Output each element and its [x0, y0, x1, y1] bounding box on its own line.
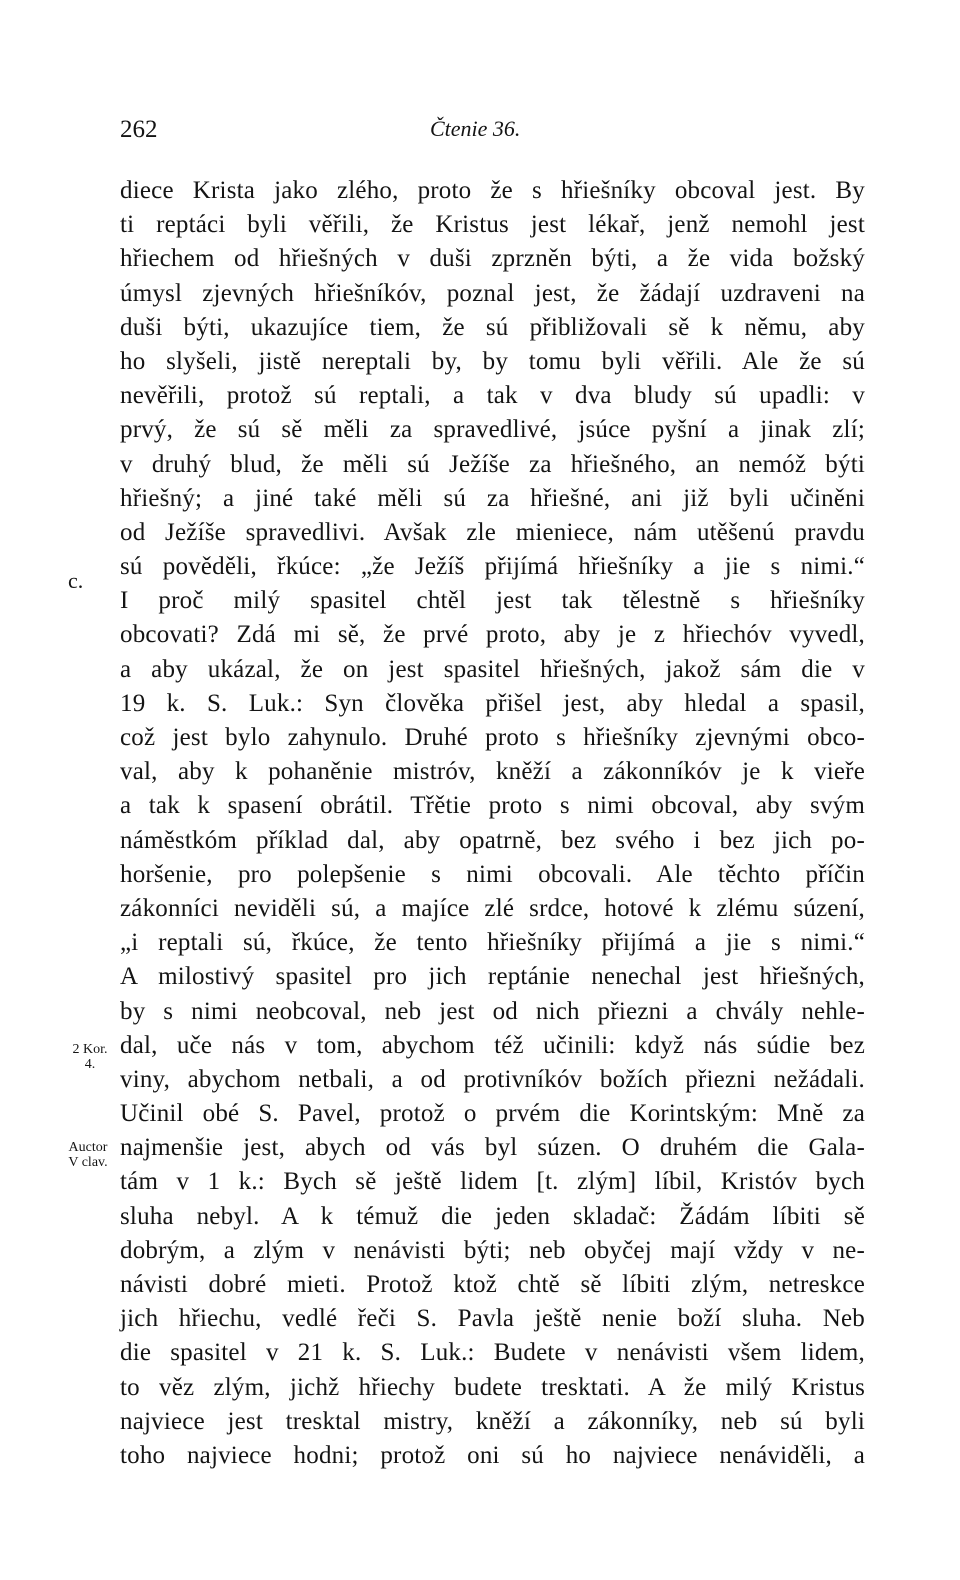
margin-note-kor-line1: 2 Kor. [72, 1042, 108, 1057]
text-line: ho slyšeli, jistě nereptali by, by tomu byli věřili. Ale že sú [120, 347, 865, 375]
text-line: úmysl zjevných hřiešníkóv, poznal jest, že žádají uzdraveni na [120, 279, 865, 307]
text-line: prvý, že sú sě měli za spravedlivé, jsúce pyšní a jinak zlí; [120, 416, 865, 444]
page-number: 262 [120, 116, 158, 143]
text-line: a aby ukázal, že on jest spasitel hřiešných, jakož sám die v [120, 655, 865, 683]
text-line: 19 k. S. Luk.: Syn člověka přišel jest, aby hledal a spasil, [120, 689, 865, 717]
text-line: val, aby k pohaněnie mistróv, kněží a zákonníkóv je k vieře [120, 758, 865, 786]
text-line: toho najviece hodni; protož oni sú ho najviece nenáviděli, a [120, 1441, 865, 1469]
text-line: náměstkóm příklad dal, aby opatrně, bez svého i bez jich po- [120, 826, 865, 854]
text-line: to věz zlým, jichž hřiechy budete tresktati. A že milý Kristus [120, 1373, 865, 1401]
text-line: v druhý blud, že měli sú Ježíše za hřiešného, an nemóž býti [120, 450, 865, 478]
text-line: Učinil obé S. Pavel, protož o prvém die Korintským: Mně za [120, 1100, 865, 1128]
text-line: dobrým, a zlým v nenávisti býti; neb obyčej mají vždy v ne- [120, 1236, 865, 1264]
text-line: hřiechem od hřiešných v duši zprzněn býti, a že vida božský [120, 245, 865, 273]
text-line: dal, uče nás v tom, abychom též učinili: když nás súdie bez [120, 1031, 865, 1059]
text-line: diece Krista jako zlého, proto že s hřiešníky obcoval jest. By [120, 177, 865, 204]
margin-note-auctor-line1: Auctor [68, 1140, 108, 1155]
margin-note-c: c. [68, 568, 84, 593]
text-line: jich hřiechu, vedlé řeči S. Pavla ještě nenie boží sluha. Neb [120, 1305, 865, 1333]
text-line: najmenšie jest, abych od vás byl súzen. O druhém die Gala- [120, 1134, 865, 1162]
text-line: viny, abychom netbali, a od protivníkóv božích přiezni nežádali. [120, 1065, 865, 1093]
text-line: a tak k spasení obrátil. Třětie proto s nimi obcoval, aby svým [120, 792, 865, 820]
text-line: nevěřili, protož sú reptali, a tak v dva bludy sú upadli: v [120, 382, 865, 410]
margin-note-auctor [58, 1140, 118, 1170]
text-line: horšenie, pro polepšenie s nimi obcovali. Ale těchto příčin [120, 860, 865, 888]
text-line: návisti dobré mieti. Protož ktož chtě sě líbiti zlým, netreskce [120, 1271, 865, 1298]
text-line: což jest bylo zahynulo. Druhé proto s hřiešníky zjevnými obco- [120, 724, 865, 751]
text-line: obcovati? Zdá mi sě, že prvé proto, aby je z hřiechóv vyvedl, [120, 621, 865, 649]
margin-note-auctor-line2: V clav. [68, 1155, 108, 1170]
text-line: tám v 1 k.: Bych sě ještě lidem [t. zlým] líbil, Kristóv bych [120, 1168, 865, 1196]
text-line: „i reptali sú, řkúce, že tento hřiešníky přijímá a jie s nimi.“ [120, 929, 865, 957]
margin-note-kor-line2: 4. [84, 1057, 96, 1072]
running-title: Čtenie 36. [430, 116, 521, 141]
margin-note-korintskym [62, 1042, 118, 1072]
body-text [120, 174, 865, 1473]
page-header [120, 116, 865, 152]
text-line: die spasitel v 21 k. S. Luk.: Budete v nenávisti všem lidem, [120, 1339, 865, 1367]
text-line: I proč milý spasitel chtěl jest tak tělestně s hřiešníky [120, 587, 865, 615]
text-line: ti reptáci byli věřili, že Kristus jest lékař, jenž nemohl jest [120, 211, 865, 239]
text-line: sluha nebyl. A k témuž die jeden skladač: Žádám líbiti sě [120, 1202, 865, 1230]
text-line: najviece jest tresktal mistry, kněží a zákonníky, neb sú byli [120, 1407, 865, 1435]
text-line: by s nimi neobcoval, neb jest od nich přiezni a chvály nehle- [120, 997, 865, 1025]
text-line: od Ježíše spravedlivi. Avšak zle mieniece, nám utěšenú pravdu [120, 518, 865, 546]
text-line: zákonníci neviděli sú, a majíce zlé srdce, hotové k zlému súzení, [120, 894, 865, 922]
text-line: duši býti, ukazujíce tiem, že sú přibližovali sě k němu, aby [120, 313, 865, 341]
text-line: hřiešný; a jiné také měli sú za hřiešné, ani již byli učiněni [120, 484, 865, 512]
text-line: A milostivý spasitel pro jich reptánie nenechal jest hřiešných, [120, 963, 865, 991]
text-line: sú pověděli, řkúce: „že Ježíš přijímá hřiešníky a jie s nimi.“ [120, 553, 865, 581]
